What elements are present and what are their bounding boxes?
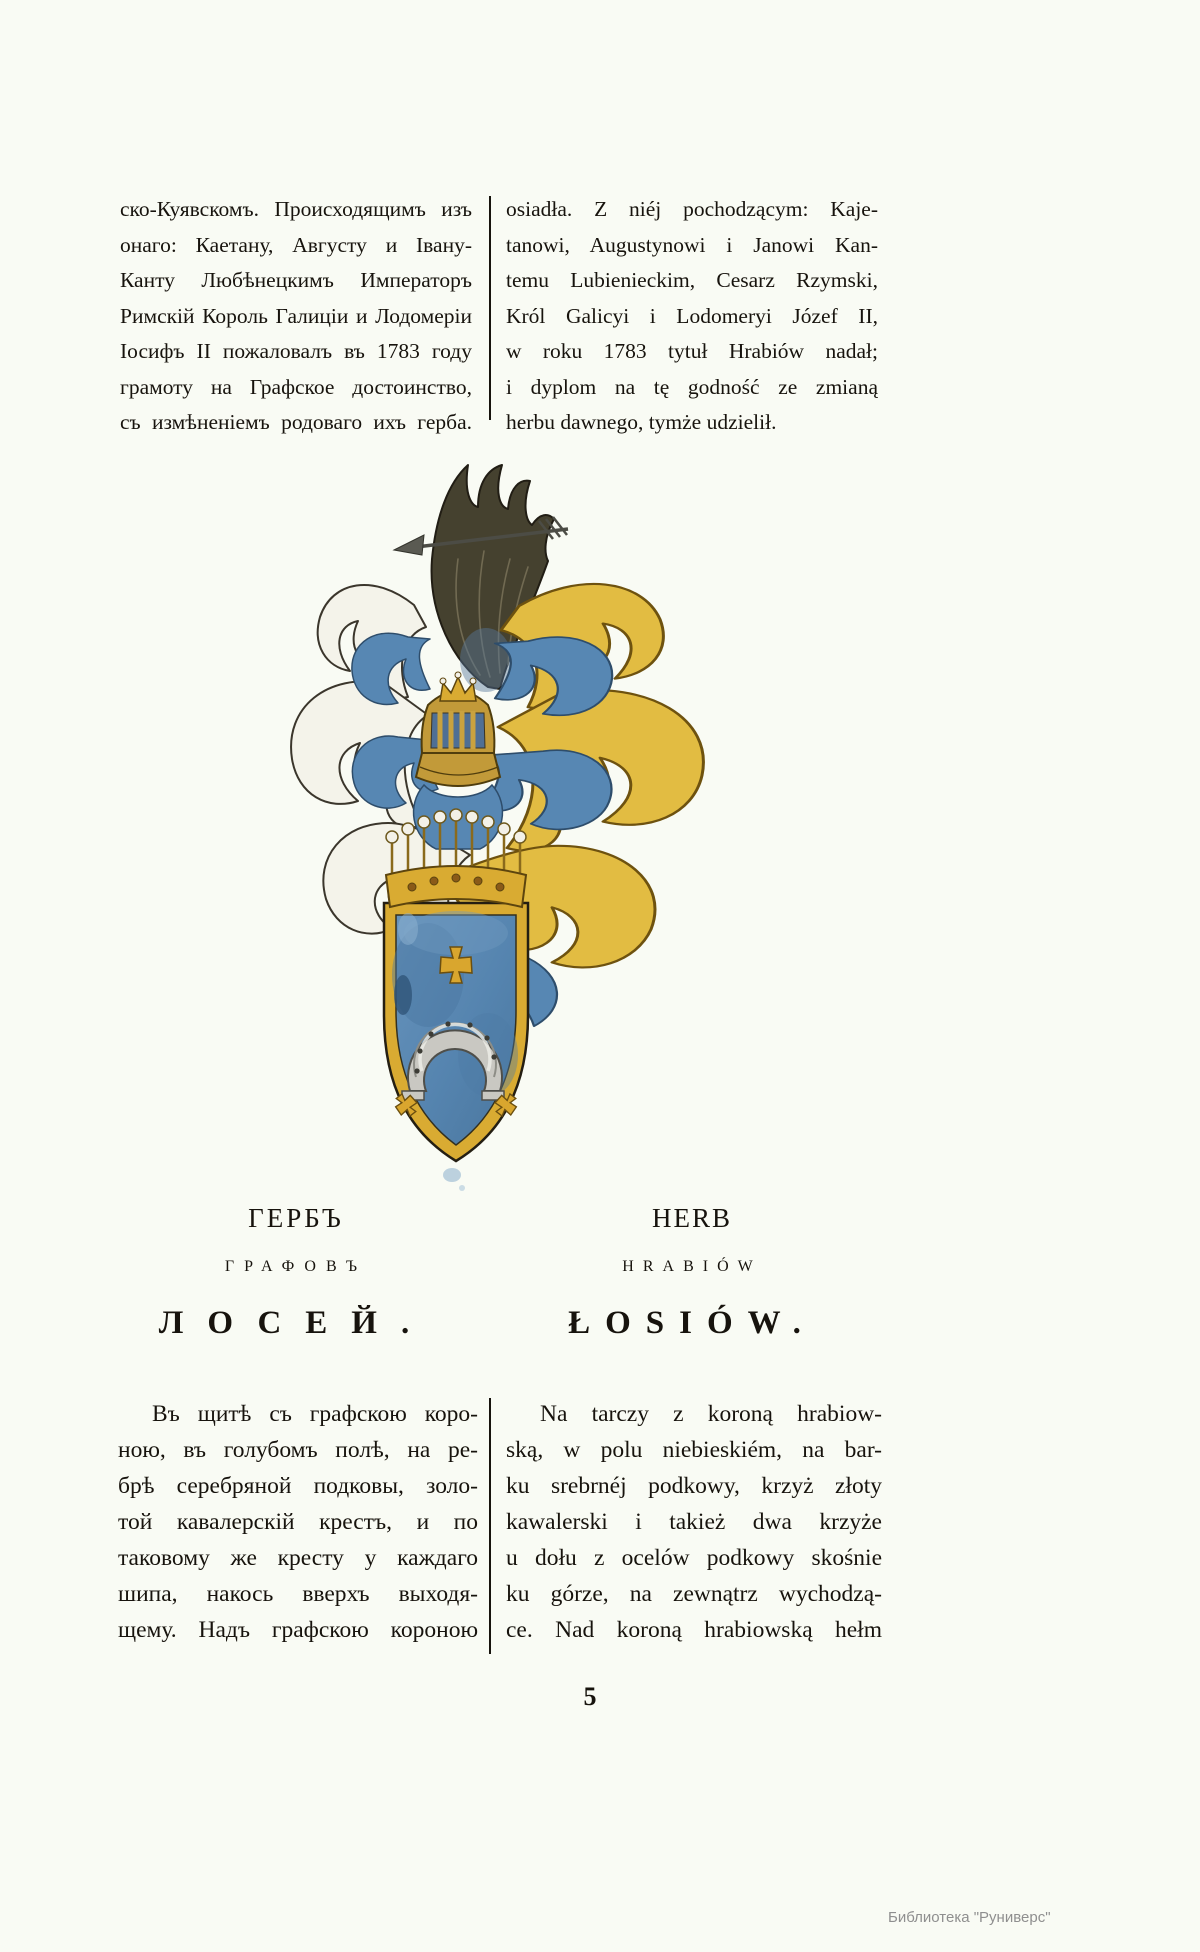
text-line: ską, w polu niebieskiém, na bar-: [506, 1437, 882, 1463]
text-line: Римскій Король Галиціи и Лодомеріи: [120, 303, 472, 328]
text-line: ною, въ голубомъ полѣ, на ре-: [118, 1437, 478, 1463]
top-right-column: [506, 192, 878, 441]
heading-family-ru: ЛОСЕЙ.: [158, 1305, 434, 1341]
text-line: ku górze, na zewnątrz wychodzą-: [506, 1581, 882, 1607]
body-left-column: [118, 1396, 478, 1648]
text-line: u dołu z ocelów podkowy skośnie: [506, 1545, 882, 1571]
text-line: съ измѣненіемъ родоваго ихъ герба.: [120, 410, 472, 434]
text-line: Въ щитѣ съ графскою коро-: [152, 1401, 478, 1427]
text-line: osiadła. Z niéj pochodzącym: Kaje-: [506, 197, 878, 221]
text-line: herbu dawnego, tymże udzielił.: [506, 410, 777, 434]
text-line: ce. Nad koroną hrabiowską hełm: [506, 1617, 882, 1643]
column-divider: [489, 196, 491, 420]
helmet: [416, 691, 500, 786]
text-line: ku srebrnéj podkowy, krzyż złoty: [506, 1473, 882, 1499]
text-line: temu Lubienieckim, Cesarz Rzymski,: [506, 268, 878, 292]
top-left-column: [120, 192, 472, 441]
text-line: шипа, накось вверхъ выходя-: [118, 1581, 478, 1607]
text-line: Іосифъ II пожаловалъ въ 1783 году: [120, 339, 472, 363]
text-line: той кавалерскій крестъ, и по: [118, 1509, 478, 1535]
count-crown: [386, 809, 526, 907]
heading-family-pl: ŁOSIÓW.: [568, 1305, 816, 1341]
text-line: w roku 1783 tytuł Hrabiów nadał;: [506, 339, 878, 363]
text-line: Канту Любѣнецкимъ Императоръ: [120, 268, 472, 292]
text-line: онаго: Каетану, Августу и Івану-: [120, 232, 472, 257]
body-right-column: [506, 1396, 882, 1648]
text-line: брѣ серебряной подковы, золо-: [118, 1473, 478, 1499]
text-line: грамоту на Графское достоинство,: [120, 374, 472, 399]
heading-counts-pl: HRABIÓW: [622, 1258, 762, 1275]
text-line: таковому же кресту у каждаго: [118, 1545, 478, 1571]
text-line: Na tarczy z koroną hrabiow-: [540, 1401, 882, 1427]
ink-smudge: [443, 1168, 465, 1191]
column-divider: [489, 1398, 491, 1654]
coat-of-arms-illustration: [256, 455, 748, 1200]
page-number: 5: [583, 1682, 597, 1711]
heading-counts-ru: ГРАФОВЪ: [224, 1258, 368, 1275]
text-line: kawalerski i takież dwa krzyże: [506, 1509, 882, 1535]
text-line: Król Galicyi i Lodomeryi Józef II,: [506, 303, 878, 328]
text-line: ско-Куявскомъ. Происходящимъ изъ: [120, 197, 472, 221]
text-line: щему. Надъ графскою короною: [118, 1617, 478, 1643]
library-watermark: Библиотека "Руниверс": [888, 1909, 1051, 1926]
heading-herb-ru: ГЕРБЪ: [248, 1203, 344, 1233]
heading-herb-pl: HERB: [651, 1203, 732, 1233]
text-line: i dyplom na tę godność ze zmianą: [506, 374, 878, 399]
text-line: tanowi, Augustynowi i Janowi Kan-: [506, 232, 878, 257]
